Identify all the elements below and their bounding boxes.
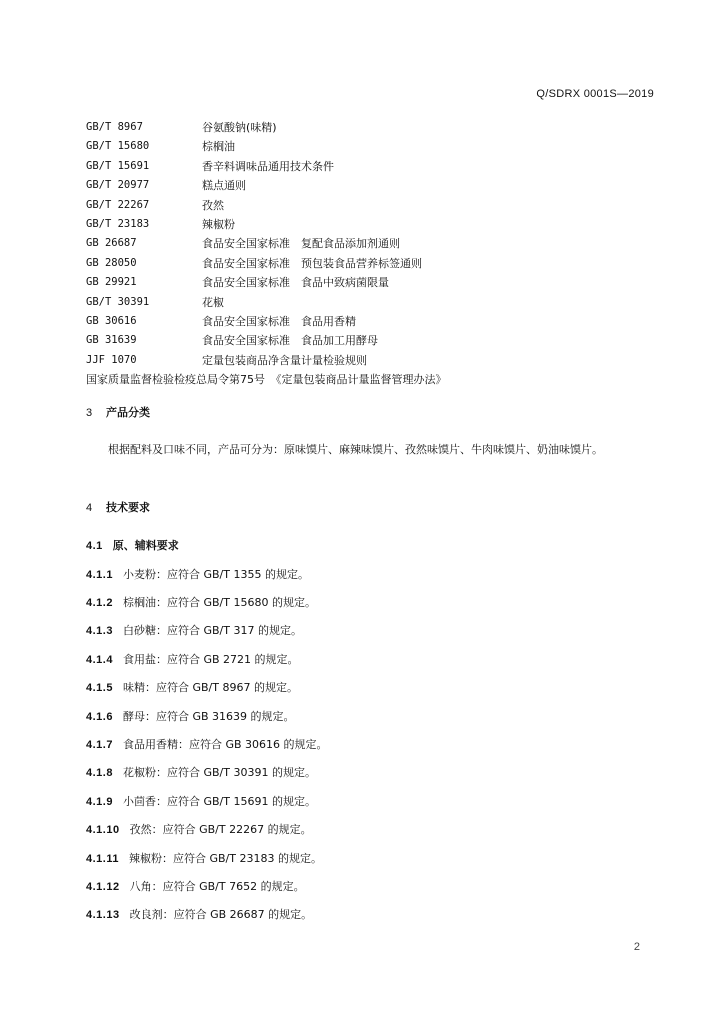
reference-title: 谷氨酸钠(味精) bbox=[202, 121, 277, 134]
clause-number: 4.1.11 bbox=[86, 853, 119, 865]
clause-text: 花椒粉：应符合 GB/T 30391 的规定。 bbox=[122, 766, 316, 779]
clause-number: 4.1.13 bbox=[86, 909, 120, 921]
clause-item bbox=[86, 764, 316, 780]
reference-title: 棕榈油 bbox=[202, 140, 235, 154]
clause-item bbox=[86, 622, 302, 638]
reference-code: JJF 1070 bbox=[86, 353, 137, 366]
clause-text: 小麦粉：应符合 GB/T 1355 的规定。 bbox=[122, 568, 309, 581]
reference-code: GB/T 23183 bbox=[86, 217, 150, 230]
clause-text: 小茴香：应符合 GB/T 15691 的规定。 bbox=[122, 795, 316, 808]
reference-title: 孜然 bbox=[202, 198, 224, 212]
section-3-heading bbox=[86, 404, 150, 420]
reference-row bbox=[86, 351, 666, 370]
page-number: 2 bbox=[633, 941, 640, 953]
clause-item bbox=[86, 708, 295, 724]
clause-text: 棕榈油：应符合 GB/T 15680 的规定。 bbox=[122, 596, 316, 609]
section-title: 原、辅料要求 bbox=[112, 539, 179, 552]
clause-text: 食品用香精：应符合 GB 30616 的规定。 bbox=[122, 738, 328, 751]
clause-text: 味精：应符合 GB/T 8967 的规定。 bbox=[122, 681, 298, 694]
clause-text: 酵母：应符合 GB 31639 的规定。 bbox=[122, 710, 295, 723]
section-title: 技术要求 bbox=[106, 501, 150, 514]
clause-text: 八角：应符合 GB/T 7652 的规定。 bbox=[129, 880, 305, 893]
clause-number: 4.1.9 bbox=[86, 796, 113, 808]
clause-item bbox=[86, 651, 299, 667]
clause-number: 4.1.5 bbox=[86, 682, 113, 694]
reference-code: GB/T 22267 bbox=[86, 198, 150, 211]
clause-text: 食用盐：应符合 GB 2721 的规定。 bbox=[122, 653, 299, 666]
reference-row bbox=[86, 312, 666, 331]
reference-title: 定量包装商品净含量计量检验规则 bbox=[202, 353, 367, 367]
document-code: Q/SDRX 0001S—2019 bbox=[536, 88, 654, 100]
reference-code: GB 31639 bbox=[86, 334, 137, 347]
clause-number: 4.1.2 bbox=[86, 597, 113, 609]
reference-code: GB/T 15691 bbox=[86, 159, 150, 172]
clause-item bbox=[86, 736, 328, 752]
reference-code: GB/T 30391 bbox=[86, 295, 150, 308]
reference-code: GB/T 8967 bbox=[86, 121, 143, 133]
reference-title: 食品安全国家标准 复配食品添加剂通则 bbox=[202, 237, 400, 251]
clause-number: 4.1.4 bbox=[86, 654, 113, 666]
reference-row bbox=[86, 234, 666, 253]
reference-title: 食品安全国家标准 预包装食品营养标签通则 bbox=[202, 256, 422, 270]
reference-note: 国家质量监督检验检疫总局令第75号 《定量包装商品计量监督管理办法》 bbox=[86, 373, 447, 387]
section-4-1-heading bbox=[86, 537, 179, 553]
reference-row bbox=[86, 118, 666, 137]
reference-title: 辣椒粉 bbox=[202, 217, 235, 231]
clause-number: 4.1.12 bbox=[86, 881, 120, 893]
clause-text: 孜然：应符合 GB/T 22267 的规定。 bbox=[129, 823, 312, 836]
reference-row bbox=[86, 254, 666, 273]
clause-item bbox=[86, 906, 312, 922]
clause-text: 改良剂：应符合 GB 26687 的规定。 bbox=[129, 908, 313, 921]
reference-code: GB 28050 bbox=[86, 256, 137, 269]
reference-row bbox=[86, 157, 666, 176]
reference-row bbox=[86, 215, 666, 234]
reference-title: 香辛料调味品通用技术条件 bbox=[202, 159, 334, 173]
reference-code: GB/T 15680 bbox=[86, 140, 150, 153]
reference-row bbox=[86, 273, 666, 292]
reference-code: GB 26687 bbox=[86, 237, 137, 250]
reference-row bbox=[86, 137, 666, 156]
reference-row bbox=[86, 176, 666, 195]
section-number: 3 bbox=[86, 407, 93, 419]
section-number: 4.1 bbox=[86, 540, 103, 552]
section-3-paragraph: 根据配料及口味不同，产品可分为：原味馍片、麻辣味馍片、孜然味馍片、牛肉味馍片、奶油味馍片。 bbox=[108, 443, 603, 456]
normative-references bbox=[86, 118, 666, 389]
reference-code: GB 30616 bbox=[86, 314, 137, 327]
reference-row bbox=[86, 293, 666, 312]
clause-text: 白砂糖：应符合 GB/T 317 的规定。 bbox=[122, 624, 302, 637]
reference-code: GB/T 20977 bbox=[86, 179, 150, 192]
clause-number: 4.1.10 bbox=[86, 824, 120, 836]
reference-title: 花椒 bbox=[202, 295, 224, 309]
clause-item bbox=[86, 793, 316, 809]
section-number: 4 bbox=[86, 502, 93, 514]
clause-item bbox=[86, 594, 316, 610]
reference-title: 糕点通则 bbox=[202, 179, 246, 193]
reference-code: GB 29921 bbox=[86, 276, 137, 289]
reference-row bbox=[86, 331, 666, 350]
section-4-heading bbox=[86, 499, 150, 515]
clause-number: 4.1.3 bbox=[86, 625, 113, 637]
clause-number: 4.1.7 bbox=[86, 739, 113, 751]
reference-title: 食品安全国家标准 食品中致病菌限量 bbox=[202, 276, 389, 290]
reference-title: 食品安全国家标准 食品用香精 bbox=[202, 314, 356, 328]
reference-row bbox=[86, 196, 666, 215]
reference-title: 食品安全国家标准 食品加工用酵母 bbox=[202, 334, 378, 348]
section-title: 产品分类 bbox=[106, 406, 150, 419]
clause-text: 辣椒粉：应符合 GB/T 23183 的规定。 bbox=[128, 852, 322, 865]
clause-item bbox=[86, 878, 305, 894]
clause-item bbox=[86, 821, 312, 837]
clause-item bbox=[86, 850, 322, 866]
clause-number: 4.1.8 bbox=[86, 767, 113, 779]
clause-number: 4.1.6 bbox=[86, 711, 113, 723]
clause-number: 4.1.1 bbox=[86, 569, 113, 581]
clause-item bbox=[86, 566, 309, 582]
clause-item bbox=[86, 679, 298, 695]
